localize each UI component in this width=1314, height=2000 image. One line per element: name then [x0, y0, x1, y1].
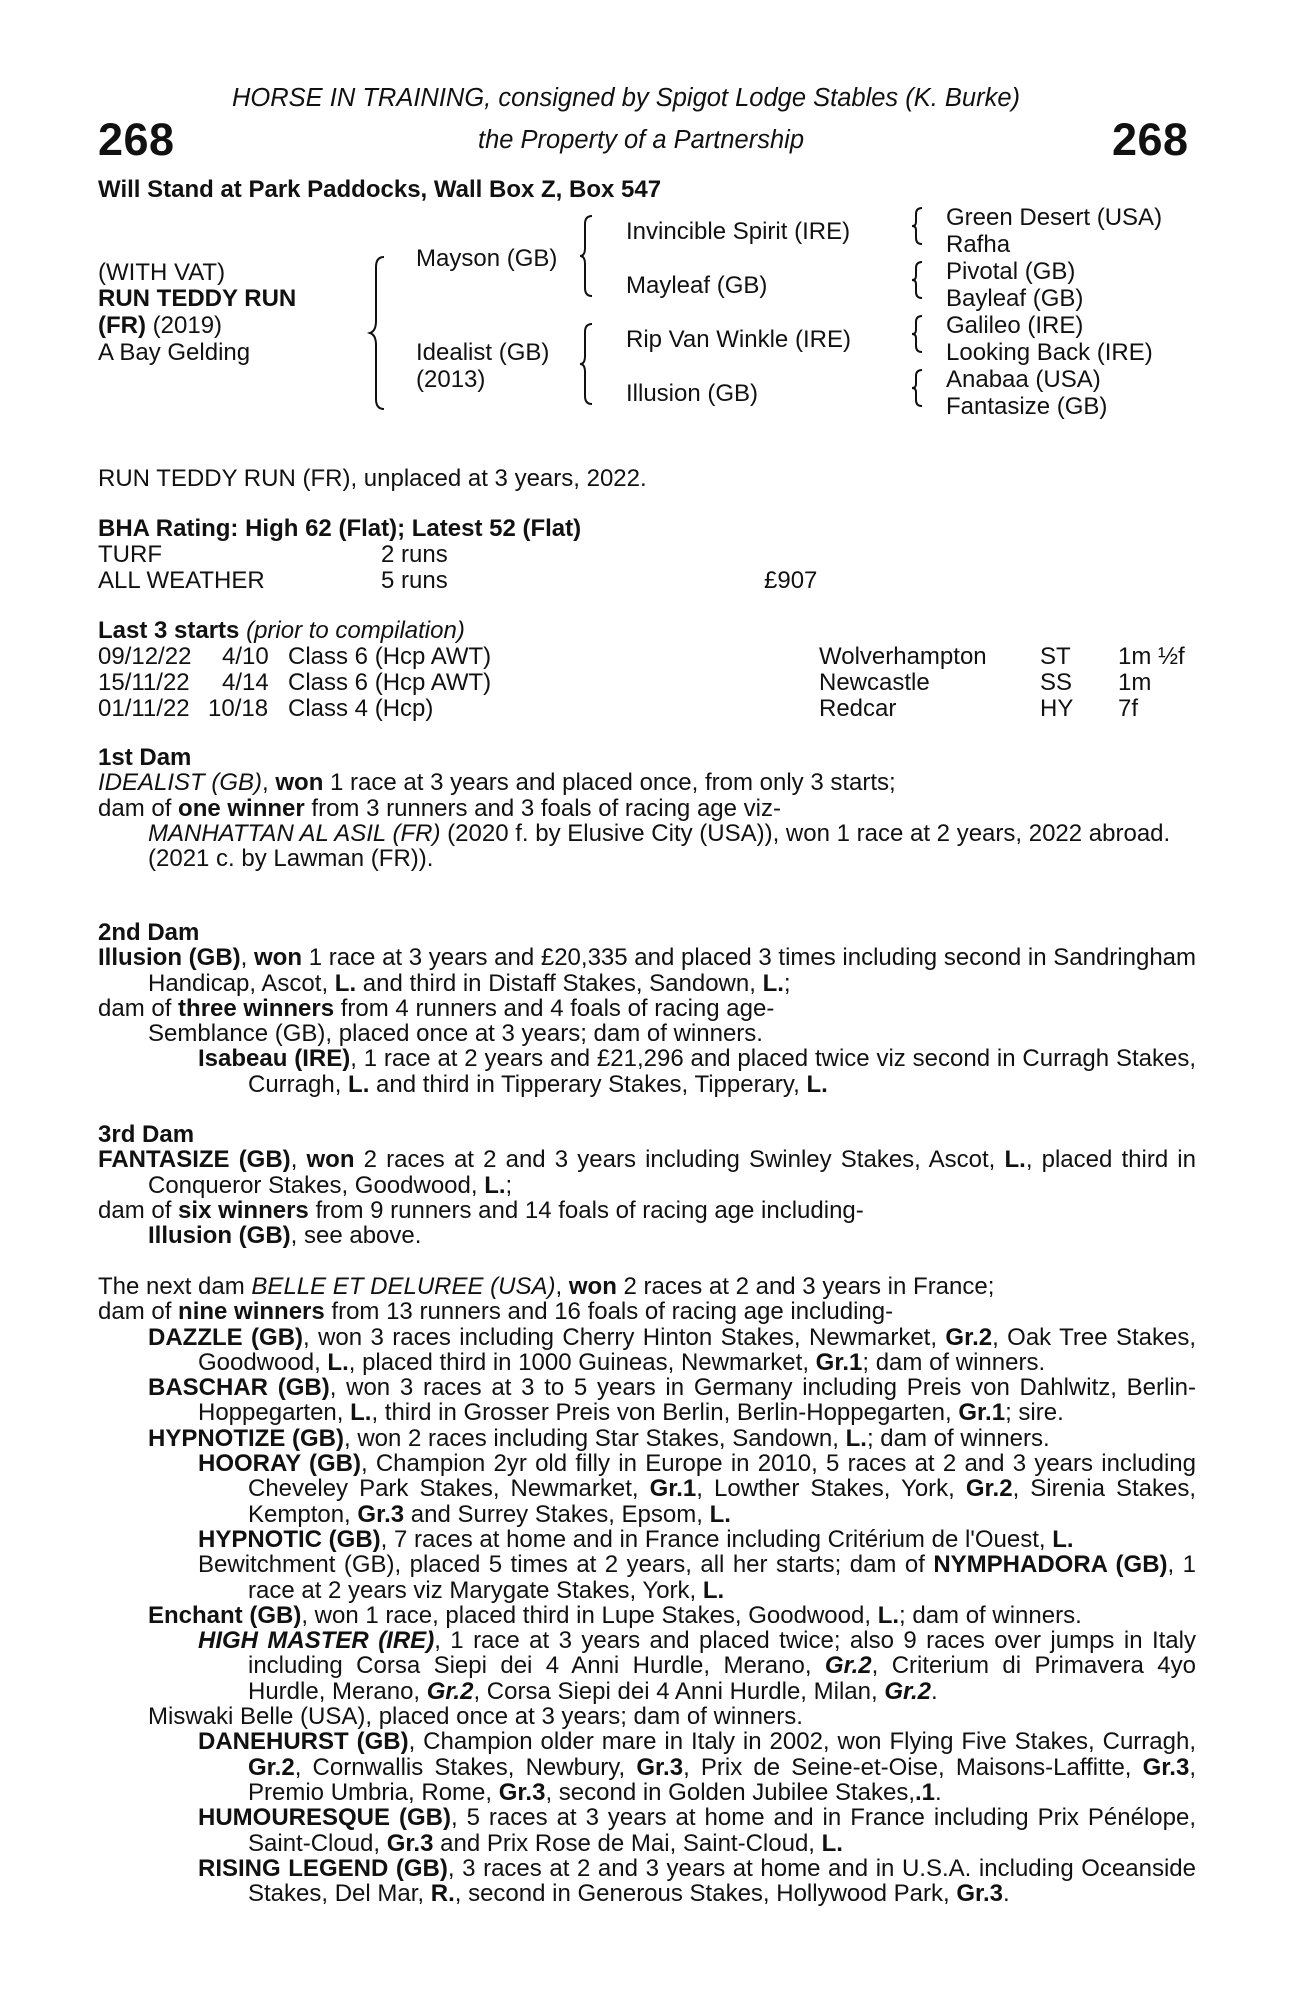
produce-entry: BASCHAR (GB), won 3 races at 3 to 5 years in Germany including Preis von Dahlwitz, Berlin-Hoppegarten, L., third in Grosser Preis von Berlin, Berlin-Hoppegarten, Gr.1; sire.: [148, 1374, 1197, 1427]
produce-entry: MANHATTAN AL ASIL (FR) (2020 f. by Elusive City (USA)), won 1 race at 2 years, 2022 abroad.: [148, 819, 1171, 847]
horse-origin-year: [98, 312, 222, 340]
start-class: Class 6 (Hcp AWT): [288, 669, 492, 696]
pedigree-dam-dam: Illusion (GB): [626, 380, 759, 407]
pedigree-brace-g4: [910, 368, 926, 408]
start-class: Class 6 (Hcp AWT): [288, 643, 492, 670]
pedigree-g3: Pivotal (GB): [946, 258, 1076, 285]
produce-entry: HOORAY (GB), Champion 2yr old filly in Europe in 2010, 5 races at 2 and 3 years including Cheveley Park Stakes, Newmarket, Gr.1, Lowther Stakes, York, Gr.2, Sirenia Stakes, Kempton, Gr.3 and Surrey Stakes, Epsom, L.: [198, 1450, 1197, 1528]
produce-entry: Miswaki Belle (USA), placed once at 3 years; dam of winners.: [148, 1703, 803, 1731]
last-starts-heading: [98, 617, 465, 645]
lot-number-right: 268: [1112, 114, 1189, 165]
first-dam-produce: dam of one winner from 3 runners and 3 foals of racing age viz-: [98, 794, 781, 822]
horse-year: (2019): [145, 312, 223, 339]
pedigree-sire: Mayson (GB): [416, 245, 558, 272]
rating-surface: TURF: [98, 541, 162, 568]
rating-surface: ALL WEATHER: [98, 567, 265, 594]
start-going: ST: [1040, 643, 1071, 670]
pedigree-dam-sire: Rip Van Winkle (IRE): [626, 326, 851, 353]
horse-name: RUN TEDDY RUN: [98, 285, 297, 312]
next-dam-line: The next dam BELLE ET DELUREE (USA), won 2 races at 2 and 3 years in France;: [98, 1273, 995, 1300]
horse-origin: (FR): [98, 312, 146, 339]
pedigree-g1: Green Desert (USA): [946, 204, 1163, 231]
start-distance: 7f: [1118, 695, 1139, 722]
pedigree-brace-g2: [910, 260, 926, 300]
start-date: 09/12/22: [98, 643, 192, 670]
produce-entry: HYPNOTIZE (GB), won 2 races including Star Stakes, Sandown, L.; dam of winners.: [148, 1424, 1050, 1452]
pedigree-g5: Galileo (IRE): [946, 312, 1084, 339]
pedigree-brace-dam: [578, 322, 596, 406]
start-date: 15/11/22: [98, 669, 190, 696]
pedigree-sire-sire: Invincible Spirit (IRE): [626, 218, 851, 245]
start-class: Class 4 (Hcp): [288, 695, 434, 722]
start-going: HY: [1040, 695, 1074, 722]
rating-runs: 2 runs: [381, 541, 448, 568]
first-dam-section: [98, 745, 1196, 871]
start-date: 01/11/22: [98, 695, 190, 722]
horse-description: A Bay Gelding: [98, 339, 251, 366]
property-line: the Property of a Partnership: [478, 126, 805, 154]
pedigree-sire-dam: Mayleaf (GB): [626, 272, 768, 299]
pedigree-dam: Idealist (GB): [416, 339, 550, 366]
second-dam-produce: dam of three winners from 4 runners and 4 foals of racing age-: [98, 994, 775, 1022]
produce-entry: DANEHURST (GB), Champion older mare in Italy in 2002, won Flying Five Stakes, Curragh, Gr.2, Cornwallis Stakes, Newbury, Gr.3, Prix de Seine-et-Oise, Maisons-Laffitte, Gr.3, Premio Umbria, Rome, Gr.3, second in Golden Jubilee Stakes,.1.: [198, 1728, 1196, 1806]
stand-location: Will Stand at Park Paddocks, Wall Box Z, Box 547: [98, 176, 662, 203]
third-dam-line: FANTASIZE (GB), won 2 races at 2 and 3 years including Swinley Stakes, Ascot, L., placed third in Conqueror Stakes, Goodwood, L.;: [98, 1146, 1196, 1199]
produce-entry: Isabeau (IRE), 1 race at 2 years and £21,296 and placed twice viz second in Curragh Stakes, Curragh, L. and third in Tipperary Stakes, Tipperary, L.: [198, 1045, 1196, 1098]
pedigree-g8: Fantasize (GB): [946, 393, 1108, 420]
produce-entry: HUMOURESQUE (GB), 5 races at 3 years at home and in France including Prix Pénélope, Saint-Cloud, Gr.3 and Prix Rose de Mai, Saint-Cloud, L.: [198, 1804, 1196, 1857]
start-distance: 1m ½f: [1118, 643, 1185, 670]
pedigree-brace-g1: [910, 206, 926, 246]
pedigree-brace-g3: [910, 314, 926, 354]
next-dam-produce: dam of nine winners from 13 runners and 16 foals of racing age including-: [98, 1298, 894, 1326]
first-dam-title: 1st Dam: [98, 744, 192, 771]
second-dam-title: 2nd Dam: [98, 919, 200, 946]
next-dam-section: [98, 1274, 1196, 1906]
pedigree-dam-year: (2013): [416, 366, 486, 393]
racing-summary: RUN TEDDY RUN (FR), unplaced at 3 years, 2022.: [98, 465, 647, 492]
last-starts-title: Last 3 starts: [98, 617, 240, 644]
pedigree-g4: Bayleaf (GB): [946, 285, 1084, 312]
start-course: Wolverhampton: [819, 643, 987, 670]
pedigree-brace-main: [368, 255, 388, 411]
lot-number-left: 268: [98, 114, 175, 165]
start-course: Newcastle: [819, 669, 930, 696]
third-dam-section: [98, 1122, 1196, 1248]
start-course: Redcar: [819, 695, 897, 722]
produce-entry: RISING LEGEND (GB), 3 races at 2 and 3 years at home and in U.S.A. including Oceanside Stakes, Del Mar, R., second in Generous Stakes, Hollywood Park, Gr.3.: [198, 1854, 1196, 1908]
vat-note: (WITH VAT): [98, 259, 226, 286]
bha-rating: BHA Rating: High 62 (Flat); Latest 52 (Flat): [98, 515, 582, 542]
start-position: 4/14: [222, 669, 269, 696]
start-going: SS: [1040, 669, 1073, 696]
pedigree-g7: Anabaa (USA): [946, 366, 1101, 393]
last-starts-note: (prior to compilation): [239, 617, 465, 644]
rating-runs: 5 runs: [381, 567, 448, 594]
start-position: 10/18: [208, 695, 269, 722]
produce-entry: Bewitchment (GB), placed 5 times at 2 years, all her starts; dam of NYMPHADORA (GB), 1 race at 2 years viz Marygate Stakes, York, L.: [198, 1551, 1196, 1604]
start-distance: 1m: [1118, 669, 1152, 696]
produce-entry: Enchant (GB), won 1 race, placed third in Lupe Stakes, Goodwood, L.; dam of winners.: [148, 1601, 1082, 1629]
rating-prize: £907: [764, 567, 818, 594]
produce-entry: (2021 c. by Lawman (FR)).: [148, 845, 434, 873]
third-dam-produce: dam of six winners from 9 runners and 14 foals of racing age including-: [98, 1196, 864, 1224]
start-position: 4/10: [222, 643, 269, 670]
produce-entry: Semblance (GB), placed once at 3 years; dam of winners.: [148, 1020, 763, 1048]
produce-entry: Illusion (GB), see above.: [148, 1222, 422, 1250]
produce-entry: DAZZLE (GB), won 3 races including Cherry Hinton Stakes, Newmarket, Gr.2, Oak Tree Stakes, Goodwood, L., placed third in 1000 Guineas, Newmarket, Gr.1; dam of winners.: [148, 1323, 1197, 1376]
third-dam-title: 3rd Dam: [98, 1121, 195, 1148]
pedigree-g2: Rafha: [946, 231, 1011, 258]
second-dam-line: Illusion (GB), won 1 race at 3 years and £20,335 and placed 3 times including second in Sandringham Handicap, Ascot, L. and third in Distaff Stakes, Sandown, L.;: [98, 944, 1197, 997]
consignment-line: HORSE IN TRAINING, consigned by Spigot Lodge Stables (K. Burke): [232, 84, 1021, 112]
pedigree-g6: Looking Back (IRE): [946, 339, 1153, 366]
first-dam-line: IDEALIST (GB), won 1 race at 3 years and placed once, from only 3 starts;: [98, 769, 896, 797]
second-dam-section: [98, 920, 1196, 1097]
pedigree-brace-sire: [578, 214, 596, 298]
produce-entry: HYPNOTIC (GB), 7 races at home and in France including Critérium de l'Ouest, L.: [198, 1525, 1074, 1553]
produce-entry: HIGH MASTER (IRE), 1 race at 3 years and placed twice; also 9 races over jumps in Italy including Corsa Siepi dei 4 Anni Hurdle, Merano, Gr.2, Criterium di Primavera 4yo Hurdle, Merano, Gr.2, Corsa Siepi dei 4 Anni Hurdle, Milan, Gr.2.: [198, 1627, 1196, 1705]
